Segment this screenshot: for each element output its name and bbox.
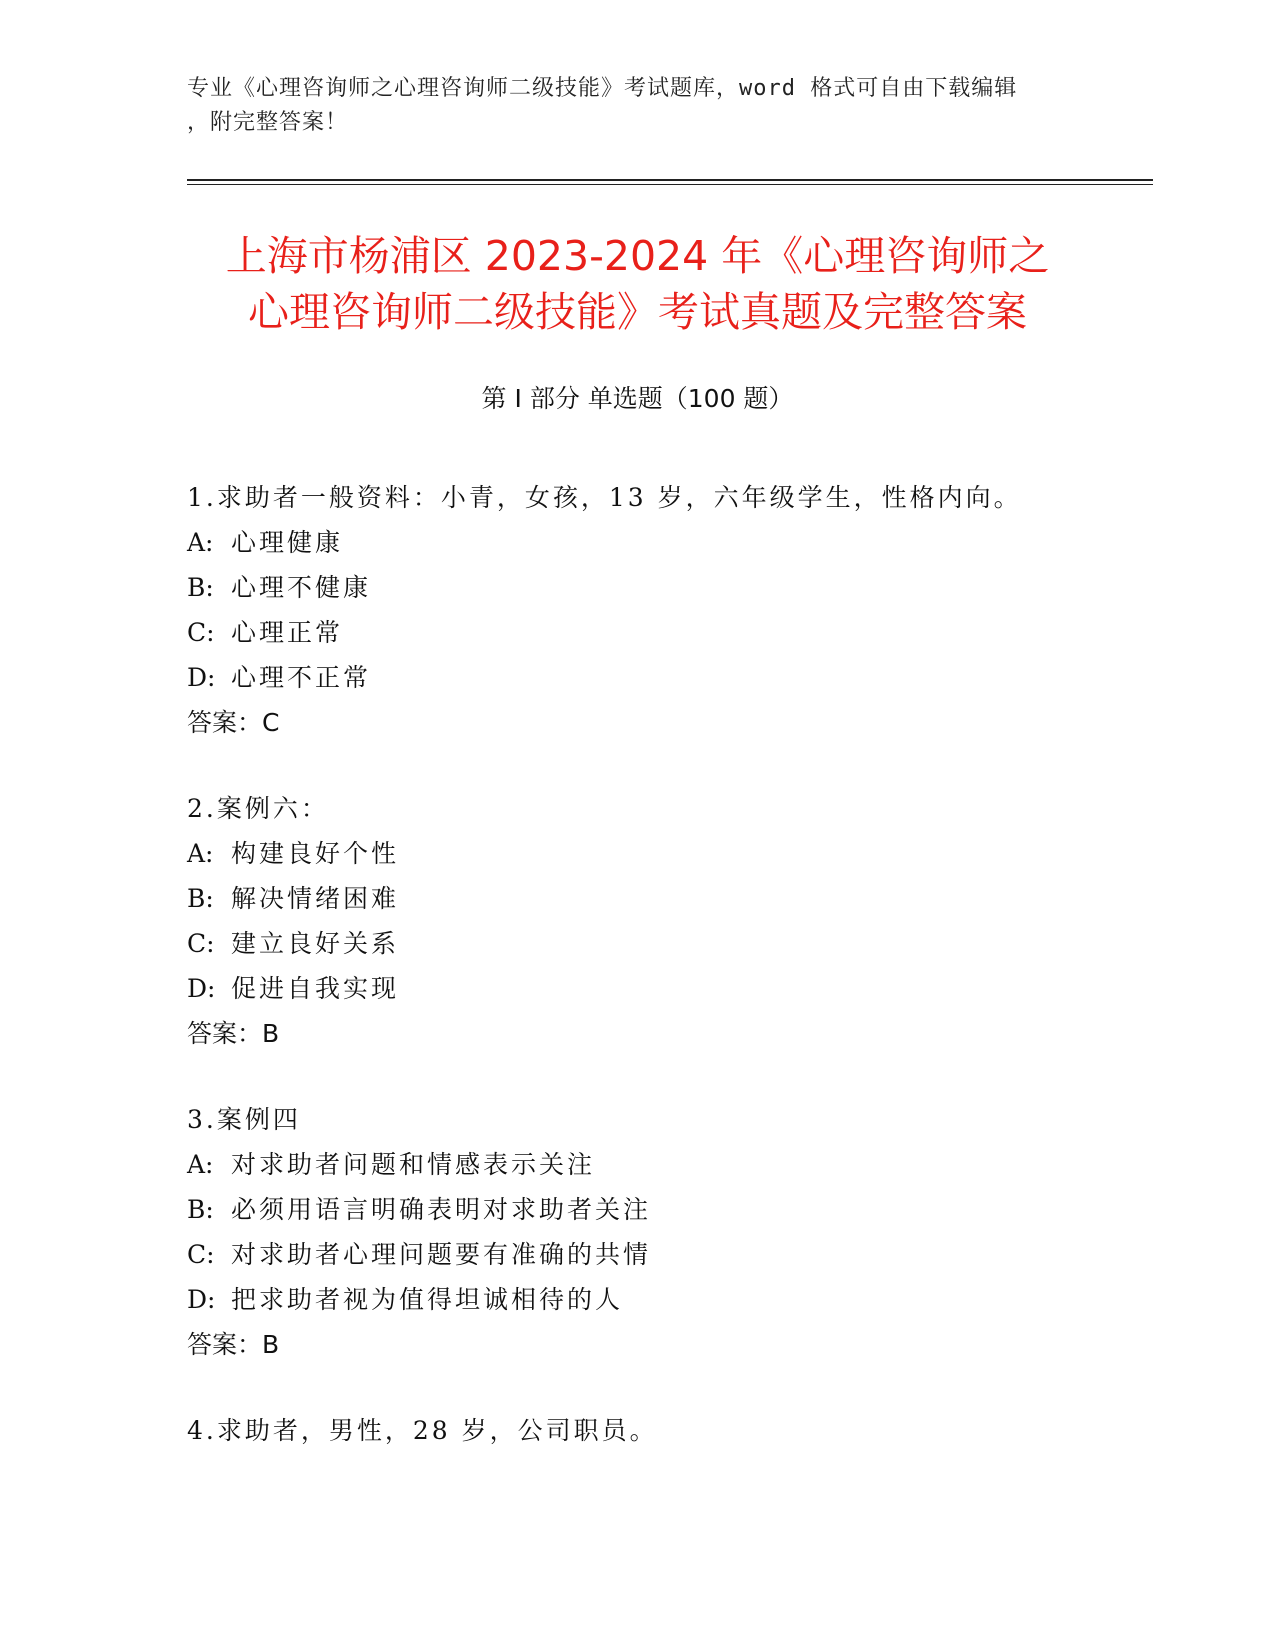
option-letter: C: xyxy=(187,929,215,958)
document-title xyxy=(160,228,1115,340)
option-text: 把求助者视为值得坦诚相待的人 xyxy=(231,1285,624,1314)
question-1 xyxy=(187,475,1147,745)
section-heading: 第 I 部分 单选题（100 题） xyxy=(481,384,794,413)
option-letter: B: xyxy=(187,1195,214,1224)
option-letter: D: xyxy=(187,663,216,692)
document-title-line-2: 心理咨询师二级技能》考试真题及完整答案 xyxy=(248,288,1027,336)
option-text: 对求助者心理问题要有准确的共情 xyxy=(231,1240,652,1269)
question-3 xyxy=(187,1097,1147,1367)
option-text: 心理健康 xyxy=(231,528,344,557)
answer-value: C xyxy=(262,708,280,737)
answer-value: B xyxy=(262,1330,280,1359)
header-note xyxy=(187,72,1067,140)
header-divider-thick xyxy=(187,179,1153,181)
option-letter: B: xyxy=(187,884,214,913)
option-letter: A: xyxy=(187,528,214,557)
option-b xyxy=(187,565,1147,610)
option-letter: A: xyxy=(187,1150,214,1179)
answer xyxy=(187,700,1147,745)
document-title-line-1: 上海市杨浦区 2023-2024 年《心理咨询师之 xyxy=(225,232,1050,280)
option-text: 构建良好个性 xyxy=(231,839,400,868)
option-text: 心理不健康 xyxy=(231,573,372,602)
option-b xyxy=(187,1187,1147,1232)
answer-label: 答案： xyxy=(187,708,263,737)
answer xyxy=(187,1011,1147,1056)
option-c xyxy=(187,921,1147,966)
question-stem: 1.求助者一般资料：小青，女孩，13 岁，六年级学生，性格内向。 xyxy=(187,483,1022,512)
option-text: 对求助者问题和情感表示关注 xyxy=(231,1150,596,1179)
option-d xyxy=(187,966,1147,1011)
question-stem: 3.案例四 xyxy=(187,1105,301,1134)
answer-label: 答案： xyxy=(187,1019,263,1048)
header-note-line-1: 专业《心理咨询师之心理咨询师二级技能》考试题库，word 格式可自由下载编辑 xyxy=(187,76,1018,101)
option-text: 心理正常 xyxy=(231,618,344,647)
answer-label: 答案： xyxy=(187,1330,263,1359)
option-d xyxy=(187,1277,1147,1322)
option-text: 促进自我实现 xyxy=(231,974,400,1003)
option-letter: C: xyxy=(187,618,215,647)
question-4 xyxy=(187,1408,1147,1453)
option-letter: D: xyxy=(187,974,216,1003)
answer-value: B xyxy=(262,1019,280,1048)
header-note-line-2: ，附完整答案！ xyxy=(187,110,349,135)
option-letter: B: xyxy=(187,573,214,602)
question-list xyxy=(187,475,1147,1494)
option-text: 解决情绪困难 xyxy=(231,884,400,913)
option-text: 建立良好关系 xyxy=(231,929,400,958)
option-text: 心理不正常 xyxy=(231,663,372,692)
option-letter: A: xyxy=(187,839,214,868)
option-text: 必须用语言明确表明对求助者关注 xyxy=(231,1195,652,1224)
option-a xyxy=(187,1142,1147,1187)
option-a xyxy=(187,831,1147,876)
option-b xyxy=(187,876,1147,921)
question-stem: 2.案例六： xyxy=(187,794,329,823)
option-d xyxy=(187,655,1147,700)
header-divider-thin xyxy=(187,184,1153,185)
question-stem: 4.求助者，男性，28 岁，公司职员。 xyxy=(187,1416,658,1445)
question-2 xyxy=(187,786,1147,1056)
option-c xyxy=(187,1232,1147,1277)
answer xyxy=(187,1322,1147,1367)
option-letter: C: xyxy=(187,1240,215,1269)
option-a xyxy=(187,520,1147,565)
option-letter: D: xyxy=(187,1285,216,1314)
option-c xyxy=(187,610,1147,655)
